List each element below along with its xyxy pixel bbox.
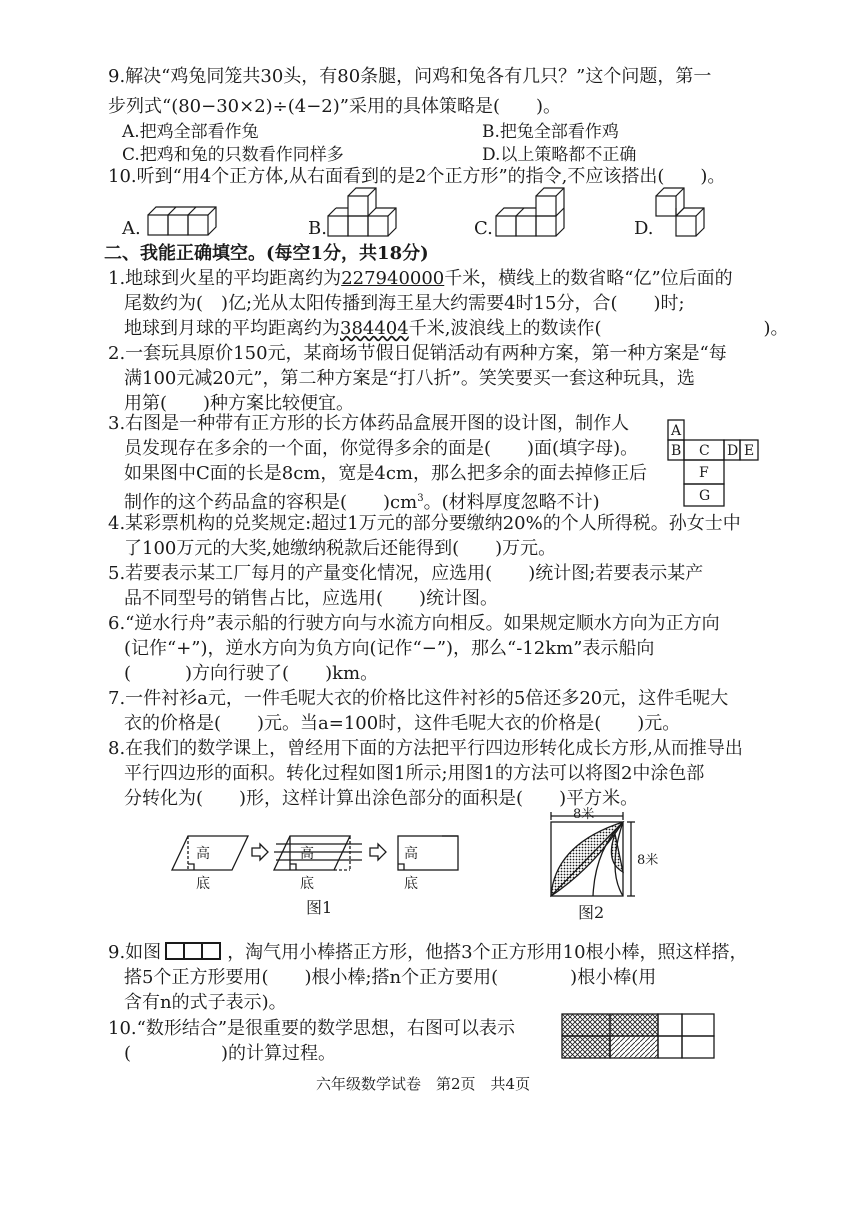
fig1-di-1: 底 bbox=[196, 876, 210, 892]
fig1-gao-2: 高 bbox=[300, 846, 314, 862]
f2-line3: 用第( )种方案比较便宜。 bbox=[124, 393, 355, 414]
f9-line2: 搭5个正方形要用( )根小棒;搭n个正方要用( )根小棒(用 bbox=[124, 967, 657, 988]
fraction-grid-figure bbox=[560, 1012, 720, 1062]
f1-text-c: 千米，横线上的数省略“亿”位后面的 bbox=[444, 268, 733, 289]
figure2-square bbox=[545, 807, 665, 906]
net-letter-d: D bbox=[727, 443, 739, 459]
f4-line2: 了100万元的大奖,她缴纳税款后还能得到( )万元。 bbox=[124, 538, 557, 559]
f1-text-3a: 地球到月球的平均距离约为 bbox=[124, 318, 340, 339]
net-letter-g: G bbox=[699, 488, 711, 504]
f1-line3 bbox=[124, 318, 788, 340]
page-footer: 六年级数学试卷 第2页 共4页 bbox=[316, 1075, 531, 1093]
f6-line1: 6.“逆水行舟”表示船的行驶方向与水流方向相反。如果规定顺水方向为正方向 bbox=[108, 613, 720, 634]
q10-label-d: D. bbox=[634, 218, 654, 239]
q10-label-a: A. bbox=[122, 218, 141, 239]
f6-line2: (记作“+”)，逆水方向为负方向(记作“−”)，那么“-12km”表示船向 bbox=[124, 638, 655, 659]
f3-text-4b: 。(材料厚度忽略不计) bbox=[423, 492, 600, 513]
f1-line2: 尾数约为( )亿;光从太阳传播到海王星大约需要4时15分，合( )时; bbox=[124, 293, 685, 314]
f3-line4 bbox=[124, 488, 600, 514]
f8-line2: 平行四边形的面积。转化过程如图1所示;用图1的方法可以将图2中涂色部 bbox=[124, 763, 705, 784]
f10-line1: 10.“数形结合”是很重要的数学思想，右图可以表示 bbox=[108, 1018, 516, 1039]
fig2-dim-right: 8米 bbox=[637, 853, 659, 868]
f1-underlined-number: 227940000 bbox=[341, 268, 445, 289]
f2-line2: 满100元减20元”，第二种方案是“打八折”。笑笑要买一套这种玩具，选 bbox=[124, 368, 695, 389]
cube-figure-c bbox=[496, 188, 566, 238]
figure1-caption: 图1 bbox=[306, 898, 333, 917]
f5-line1: 5.若要表示某工厂每月的产量变化情况，应选用( )统计图;若要表示某产 bbox=[108, 563, 704, 584]
f9-text-a: 9.如图 bbox=[108, 942, 162, 963]
q9-line2: 步列式“(80−30×2)÷(4−2)”采用的具体策略是( )。 bbox=[108, 96, 562, 117]
matchstick-squares-icon bbox=[165, 942, 223, 960]
fig1-di-3: 底 bbox=[404, 876, 418, 892]
q10-label-b: B. bbox=[308, 218, 327, 239]
f1-line1 bbox=[108, 268, 733, 290]
f2-line1: 2.一套玩具原价150元，某商场节假日促销活动有两种方案，第一种方案是“每 bbox=[108, 343, 727, 364]
net-letter-b: B bbox=[671, 443, 682, 459]
section-heading: 二、我能正确填空。(每空1分，共18分) bbox=[104, 243, 429, 264]
figure2-caption: 图2 bbox=[578, 903, 605, 922]
f8-line3: 分转化为( )形，这样计算出涂色部分的面积是( )平方米。 bbox=[124, 788, 639, 809]
q9-option-d: D.以上策略都不正确 bbox=[482, 145, 637, 165]
f7-line1: 7.一件衬衫a元，一件毛呢大衣的价格比这件衬衫的5倍还多20元，这件毛呢大 bbox=[108, 688, 729, 709]
f8-line1: 8.在我们的数学课上，曾经用下面的方法把平行四边形转化成长方形,从而推导出 bbox=[108, 738, 743, 759]
f6-line3: ( )方向行驶了( )km。 bbox=[124, 663, 379, 684]
fig1-di-2: 底 bbox=[300, 876, 314, 892]
q10-label-c: C. bbox=[474, 218, 493, 239]
f9-line1 bbox=[108, 942, 748, 964]
net-letter-c: C bbox=[699, 443, 710, 459]
cube-figure-b bbox=[328, 188, 398, 238]
f3-line1: 3.右图是一种带有正方形的长方体药品盒展开图的设计图，制作人 bbox=[108, 413, 630, 434]
net-letter-e: E bbox=[744, 443, 755, 459]
f5-line2: 品不同型号的销售占比，应选用( )统计图。 bbox=[124, 588, 499, 609]
f3-line3: 如果图中C面的长是8cm，宽是4cm，那么把多余的面去掉修正后 bbox=[124, 463, 647, 484]
box-net-figure bbox=[668, 420, 768, 508]
cube-figure-d bbox=[656, 186, 712, 238]
q9-line1: 9.解决“鸡兔同笼共30头，有80条腿，问鸡和兔各有几只？”这个问题，第一 bbox=[108, 66, 712, 87]
f9-line3: 含有n的式子表示)。 bbox=[124, 992, 287, 1013]
f7-line2: 衣的价格是( )元。当a=100时，这件毛呢大衣的价格是( )元。 bbox=[124, 713, 681, 734]
q9-option-b: B.把兔全部看作鸡 bbox=[482, 122, 619, 142]
f3-line2: 员发现存在多余的一个面，你觉得多余的面是( )面(填字母)。 bbox=[124, 438, 639, 459]
net-letter-a: A bbox=[671, 423, 682, 439]
cube-figure-a bbox=[148, 205, 218, 237]
f9-text-b: ，淘气用小棒搭正方形，他搭3个正方形用10根小棒，照这样搭， bbox=[227, 942, 748, 963]
fig1-gao-1: 高 bbox=[196, 846, 210, 862]
fig2-dim-top: 8米 bbox=[573, 807, 595, 822]
f1-text-3c: 千米,波浪线上的数读作( )。 bbox=[408, 318, 789, 339]
q9-option-c: C.把鸡和兔的只数看作同样多 bbox=[122, 145, 344, 165]
f10-line2: ( )的计算过程。 bbox=[124, 1043, 337, 1064]
fig1-gao-3: 高 bbox=[404, 846, 418, 862]
f4-line1: 4.某彩票机构的兑奖规定:超过1万元的部分要缴纳20%的个人所得税。孙女士中 bbox=[108, 513, 741, 534]
f1-text-a: 1.地球到火星的平均距离约为 bbox=[108, 268, 342, 289]
f3-superscript: 3 bbox=[417, 493, 424, 504]
figure1-transform bbox=[172, 830, 472, 898]
q9-option-a: A.把鸡全部看作兔 bbox=[122, 122, 259, 142]
f1-wavy-number: 384404 bbox=[340, 318, 409, 339]
f3-text-4a: 制作的这个药品盒的容积是( )cm bbox=[124, 492, 418, 513]
net-letter-f: F bbox=[699, 465, 709, 481]
q10-line1: 10.听到“用4个正方体,从右面看到的是2个正方形”的指令,不应该搭出( )。 bbox=[108, 166, 726, 187]
